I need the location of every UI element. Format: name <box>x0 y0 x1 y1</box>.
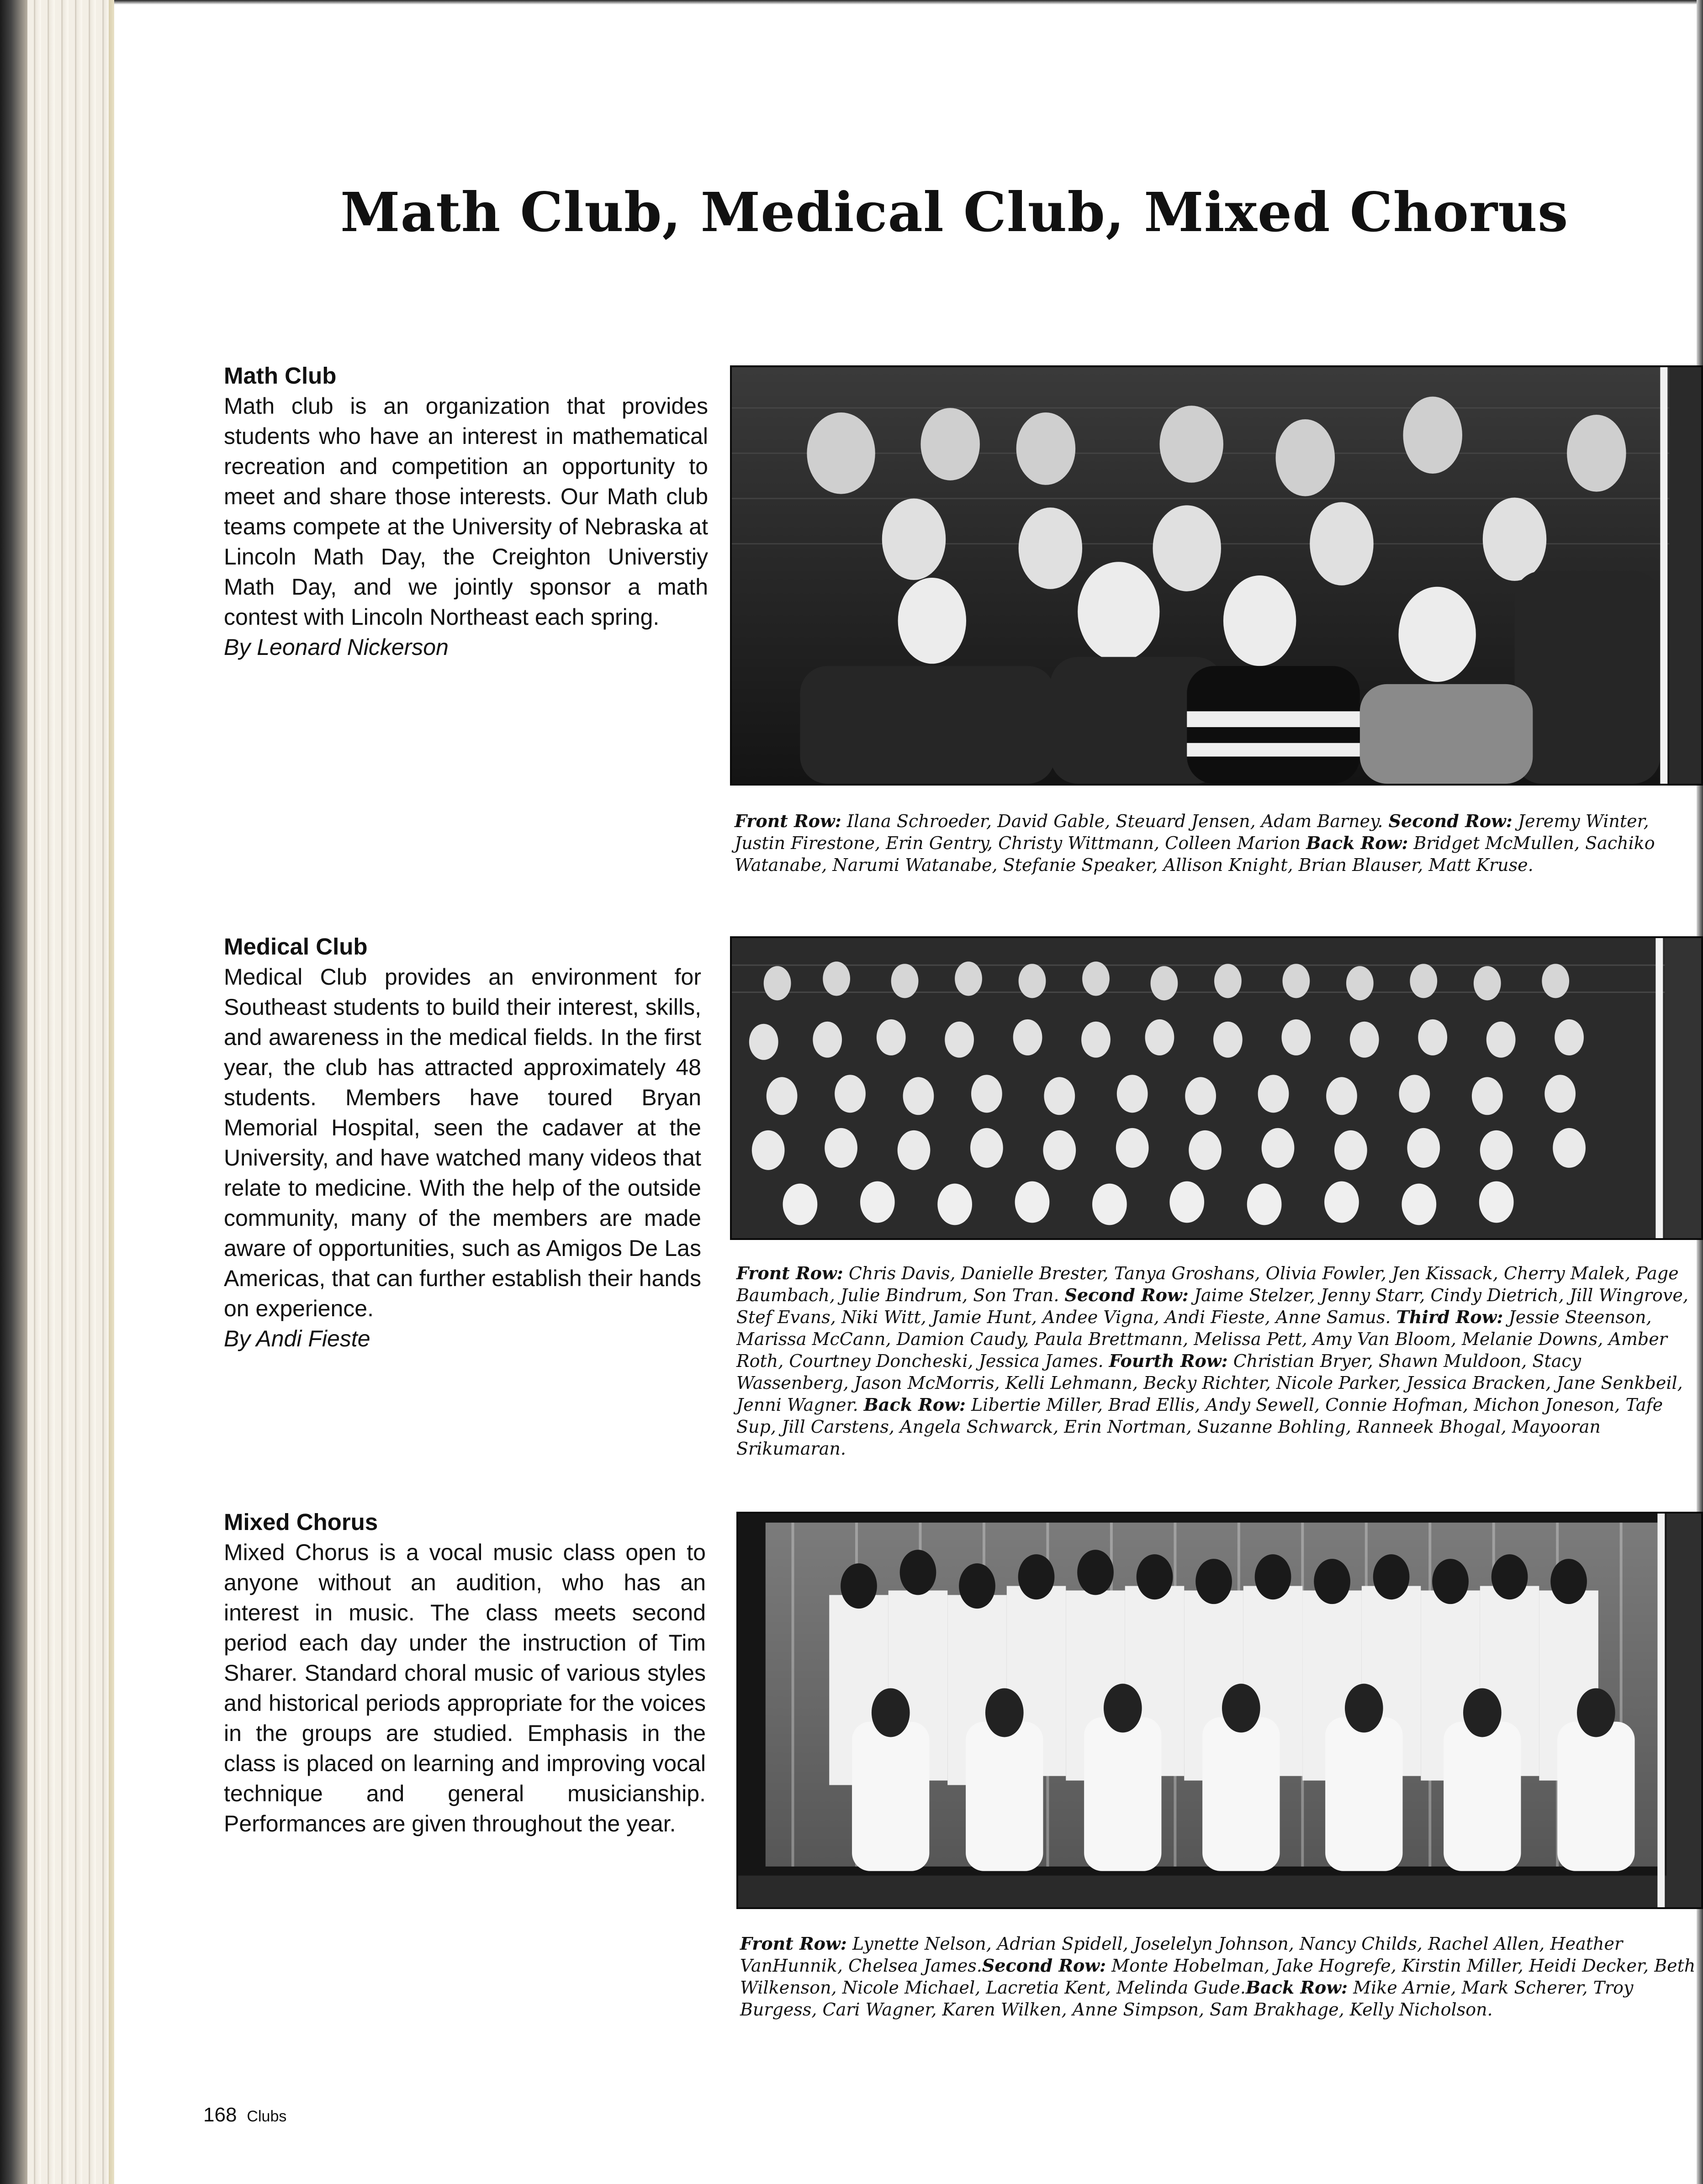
caption-row-label: Back Row: <box>1306 833 1408 853</box>
medical-club-body: Medical Club provides an environment for Southeast students to build their interest, skills, and awareness in the medical fields. In the first year, the club has attracted approximately 48 students. Members have toured Bryan Memorial Hospital, seen the cadaver at the University, and have watched many videos that relate to medicine. With the help of the outside community, many of the members are made aware of opportunities, such as Amigos De Las Americas, that can further establish their hands on experience. <box>224 964 701 1321</box>
medical-club-photo <box>730 936 1703 1240</box>
book-binding-edge <box>0 0 114 2184</box>
caption-names: Lynette Nelson, Adrian Spidell, Joselelyn Johnson, Nancy Childs, Rachel Allen, Heather VanHunnik, Chelsea James. <box>740 1934 1623 1976</box>
page-folio <box>203 2104 286 2126</box>
math-club-byline: By Leonard Nickerson <box>224 634 449 660</box>
mixed-chorus-text <box>224 1507 706 1839</box>
caption-row-label: Second Row: <box>1388 811 1513 831</box>
math-club-text <box>224 361 708 662</box>
caption-row-label: Front Row: <box>740 1933 847 1954</box>
caption-row-label: Back Row: <box>1245 1977 1348 1998</box>
caption-names: Libertie Miller, Brad Ellis, Andy Sewell, Connie Hofman, Michon Joneson, Tafe Sup, Jill Carstens, Angela Schwarck, Erin Nortman, Suzanne Bohling, Ranneek Bhogal, Mayooran Srikumaran. <box>736 1395 1663 1459</box>
math-club-group-photo <box>732 367 1701 784</box>
caption-names: Mike Arnie, Mark Scherer, Troy Burgess, Cari Wagner, Karen Wilken, Anne Simpson, Sam Brakhage, Kelly Nicholson. <box>740 1978 1634 2020</box>
math-club-photo <box>730 365 1703 786</box>
caption-row-label: Third Row: <box>1396 1307 1503 1327</box>
medical-club-group-photo <box>732 938 1701 1238</box>
caption-names: Jaime Stelzer, Jenny Starr, Cindy Dietrich, Jill Wingrove, Stef Evans, Niki Witt, Jamie Hunt, Andee Vigna, Andi Fieste, Anne Samus. <box>736 1285 1688 1327</box>
mixed-chorus-photo <box>736 1512 1703 1909</box>
caption-row-label: Front Row: <box>735 811 841 831</box>
mixed-chorus-heading: Mixed Chorus <box>224 1509 378 1535</box>
caption-names: Jeremy Winter, Justin Firestone, Erin Gentry, Christy Wittmann, Colleen Marion <box>735 811 1649 853</box>
math-club-heading: Math Club <box>224 363 337 389</box>
mixed-chorus-caption <box>740 1933 1698 2024</box>
caption-names: Ilana Schroeder, David Gable, Steuard Jensen, Adam Barney. <box>841 811 1389 831</box>
medical-club-byline: By Andi Fieste <box>224 1326 370 1351</box>
caption-row-label: Back Row: <box>863 1394 966 1415</box>
page-top-edge <box>114 0 1703 5</box>
medical-club-caption <box>736 1262 1698 1459</box>
caption-names: Chris Davis, Danielle Brester, Tanya Groshans, Olivia Fowler, Jen Kissack, Cherry Malek, Page Baumbach, Julie Bindrum, Son Tran. <box>736 1263 1679 1305</box>
caption-row-label: Second Row: <box>1064 1285 1189 1305</box>
mixed-chorus-group-photo <box>738 1514 1701 1907</box>
caption-names: Jessie Steenson, Marissa McCann, Damion Caudy, Paula Brettmann, Melissa Pett, Amy Van Bloom, Melanie Downs, Amber Roth, Courtney Doncheski, Jessica James. <box>736 1307 1667 1371</box>
caption-row-label: Fourth Row: <box>1109 1350 1228 1371</box>
math-club-caption <box>735 810 1698 879</box>
caption-names: Christian Bryer, Shawn Muldoon, Stacy Wassenberg, Jason McMorris, Kelli Lehmann, Becky Richter, Nicole Parker, Jessica Bracken, Jane Senkbeil, Jenni Wagner. <box>736 1351 1683 1415</box>
section-label: Clubs <box>247 2108 287 2125</box>
medical-club-heading: Medical Club <box>224 934 368 960</box>
medical-club-text <box>224 932 701 1354</box>
mixed-chorus-body: Mixed Chorus is a vocal music class open to anyone without an audition, who has an interest in music. The class meets second period each day under the instruction of Tim Sharer. Standard choral music of various styles and historical periods appropriate for the voices in the groups are studied. Emphasis in the class is placed on learning and improving vocal technique and general musicianship. Performances are given throughout the year. <box>224 1540 706 1836</box>
page-number: 168 <box>203 2104 237 2126</box>
caption-names: Monte Hobelman, Jake Hogrefe, Kirstin Miller, Heidi Decker, Beth Wilkenson, Nicole Michael, Lacretia Kent, Melinda Gude. <box>740 1956 1696 1998</box>
page-title: Math Club, Medical Club, Mixed Chorus <box>340 180 1569 244</box>
caption-row-label: Second Row: <box>982 1955 1106 1976</box>
math-club-body: Math club is an organization that provides students who have an interest in mathematical recreation and competition an opportunity to meet and share those interests. Our Math club teams compete at the University of Nebraska at Lincoln Math Day, the Creighton Universtiy Math Day, and we jointly sponsor a math contest with Lincoln Northeast each spring. <box>224 393 708 630</box>
caption-row-label: Front Row: <box>736 1263 843 1283</box>
caption-names: Bridget McMullen, Sachiko Watanabe, Narumi Watanabe, Stefanie Speaker, Allison Knight, Brian Blauser, Matt Kruse. <box>735 833 1655 875</box>
